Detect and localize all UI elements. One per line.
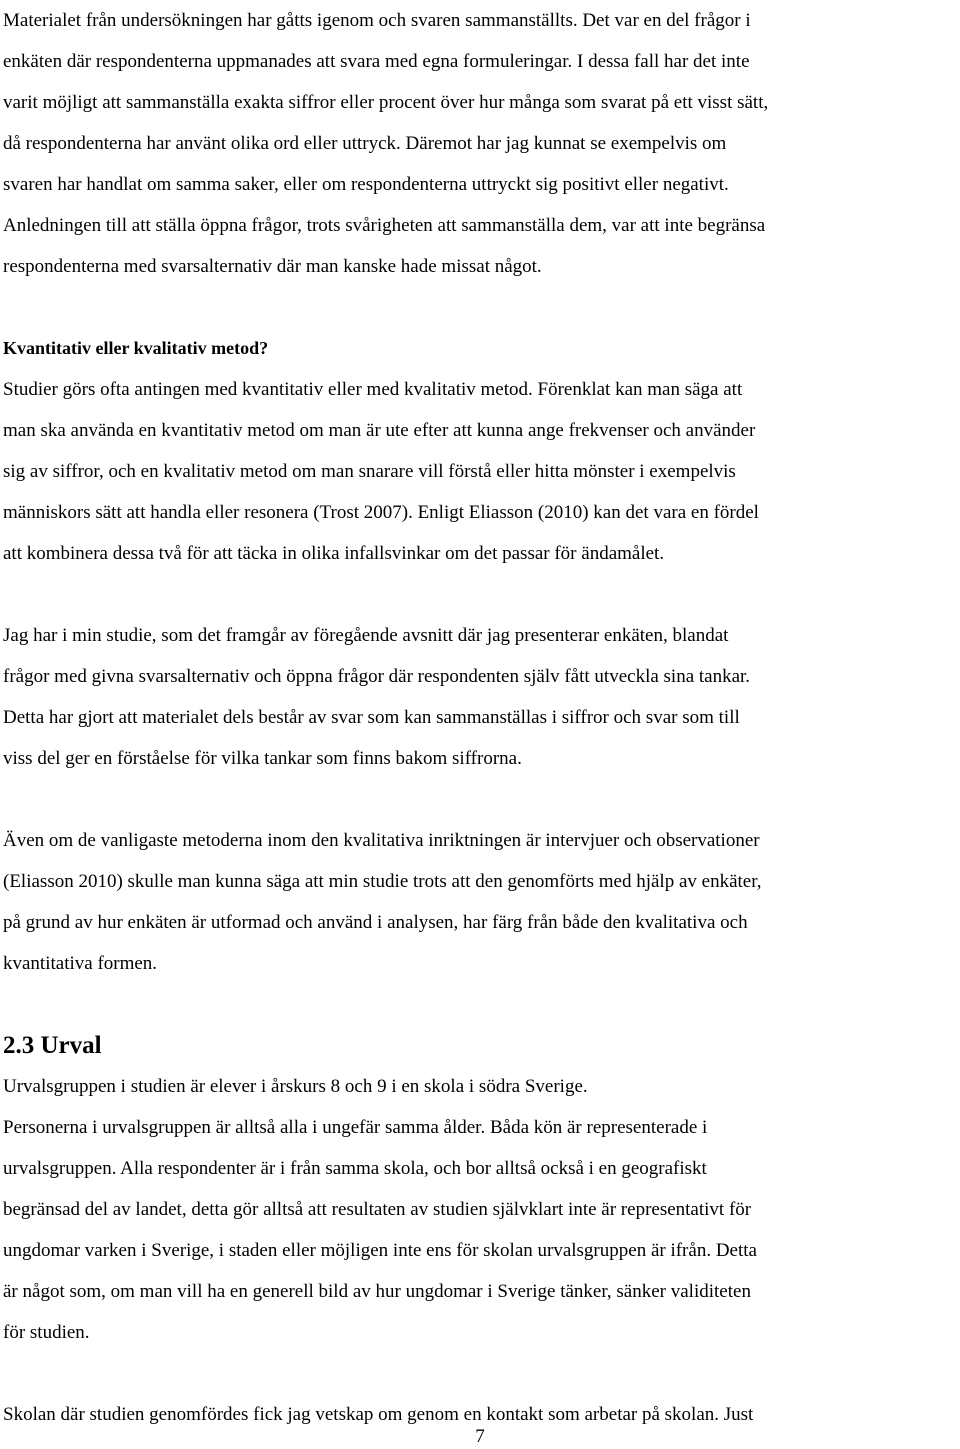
text-line: är något som, om man vill ha en generell bild av hur ungdomar i Sverige tänker, sänker validiteten [3, 1281, 751, 1302]
text-line: begränsad del av landet, detta gör alltså att resultaten av studien självklart inte är representativt för [3, 1199, 752, 1220]
section-heading-urval: 2.3 Urval [3, 1032, 102, 1059]
text-line: människors sätt att handla eller resonera (Trost 2007). Enligt Eliasson (2010) kan det vara en fördel [3, 502, 759, 523]
text-line: kvantitativa formen. [3, 953, 158, 974]
text-line: urvalsgruppen. Alla respondenter är i från samma skola, och bor alltså också i en geografiskt [3, 1158, 707, 1179]
text-line: frågor med givna svarsalternativ och öppna frågor där respondenten själv fått utveckla sina tankar. [3, 666, 751, 687]
text-line: (Eliasson 2010) skulle man kunna säga att min studie trots att den genomförts med hjälp av enkäter, [3, 871, 762, 892]
text-line: man ska använda en kvantitativ metod om man är ute efter att kunna ange frekvenser och använder [3, 420, 756, 441]
text-line: sig av siffror, och en kvalitativ metod om man snarare vill förstå eller hitta mönster i exempelvis [3, 461, 736, 482]
page-number: 7 [475, 1426, 485, 1447]
paragraph-spacer [3, 287, 960, 328]
text-line: för studien. [3, 1322, 90, 1343]
text-line: Personerna i urvalsgruppen är alltså alla i ungefär samma ålder. Båda kön är representerade i [3, 1117, 708, 1138]
text-line: enkäten där respondenterna uppmanades att svara med egna formuleringar. I dessa fall har det inte [3, 51, 750, 72]
text-line: att kombinera dessa två för att täcka in olika infallsvinkar om det passar för ändamålet. [3, 543, 665, 564]
paragraph-spacer [3, 1353, 960, 1394]
subheading-method: Kvantitativ eller kvalitativ metod? [3, 338, 269, 358]
text-line: Skolan där studien genomfördes fick jag vetskap om genom en kontakt som arbetar på skolan. Just [3, 1404, 754, 1425]
text-line: Urvalsgruppen i studien är elever i årskurs 8 och 9 i en skola i södra Sverige. [3, 1076, 588, 1097]
text-line: viss del ger en förståelse för vilka tankar som finns bakom siffrorna. [3, 748, 522, 769]
text-line: Detta har gjort att materialet dels består av svar som kan sammanställas i siffror och svar som till [3, 707, 740, 728]
paragraph-method [3, 369, 960, 574]
paragraph-spacer [3, 984, 960, 1025]
paragraph-spacer [3, 779, 960, 820]
document-page [3, 0, 960, 1435]
paragraph-materialet [3, 0, 960, 287]
text-line: Anledningen till att ställa öppna frågor, trots svårigheten att sammanställa dem, var att inte begränsa [3, 215, 766, 236]
text-line: respondenterna med svarsalternativ där man kanske hade missat något. [3, 256, 542, 277]
paragraph-urval [3, 1066, 960, 1353]
text-line: Även om de vanligaste metoderna inom den kvalitativa inriktningen är intervjuer och observationer [3, 830, 760, 851]
text-line: Materialet från undersökningen har gåtts igenom och svaren sammanställts. Det var en del frågor i [3, 10, 751, 31]
text-line: ungdomar varken i Sverige, i staden eller möjligen inte ens för skolan urvalsgruppen är ifrån. Detta [3, 1240, 757, 1261]
paragraph-qualitative [3, 820, 960, 984]
text-line: då respondenterna har använt olika ord eller uttryck. Däremot har jag kunnat se exempelvis om [3, 133, 727, 154]
text-line: svaren har handlat om samma saker, eller om respondenterna uttryckt sig positivt eller negativt. [3, 174, 729, 195]
text-line: varit möjligt att sammanställa exakta siffror eller procent över hur många som svarat på ett visst sätt, [3, 92, 769, 113]
paragraph-spacer [3, 574, 960, 615]
text-line: Jag har i min studie, som det framgår av föregående avsnitt där jag presenterar enkäten, blandat [3, 625, 729, 646]
text-line: på grund av hur enkäten är utformad och använd i analysen, har färg från både den kvalitativa och [3, 912, 748, 933]
paragraph-own-study [3, 615, 960, 779]
text-line: Studier görs ofta antingen med kvantitativ eller med kvalitativ metod. Förenklat kan man säga att [3, 379, 743, 400]
